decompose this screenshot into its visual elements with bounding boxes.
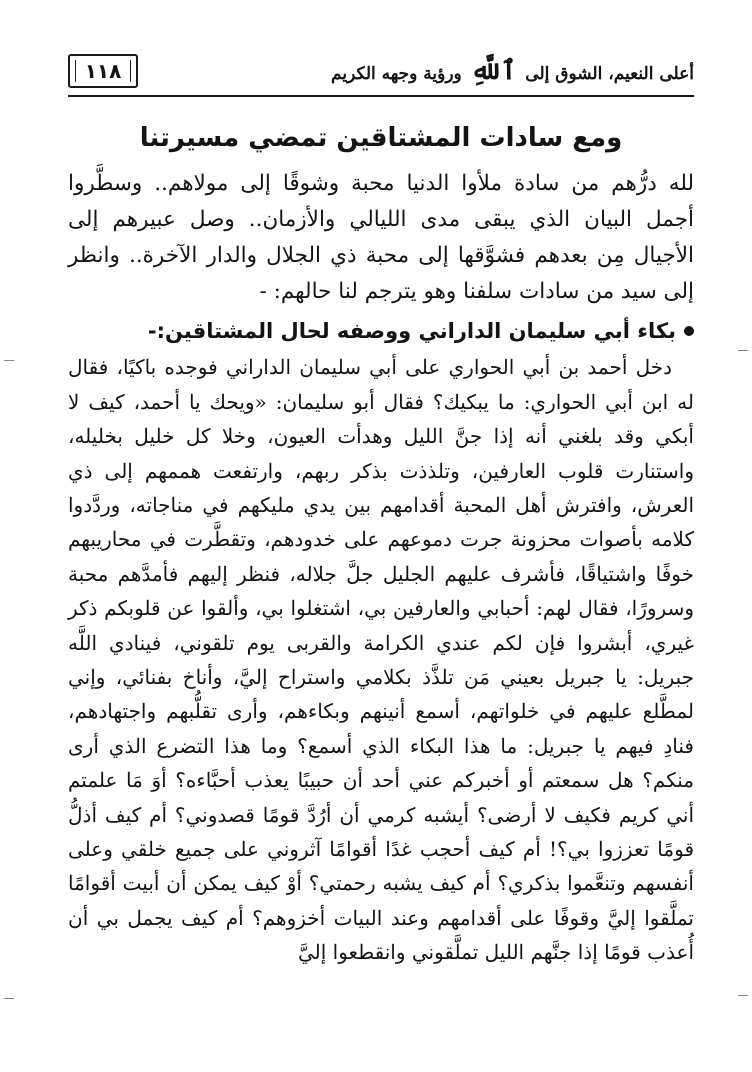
edge-mark-left [4, 360, 14, 361]
edge-mark-right-bottom [738, 995, 748, 996]
running-title-allah: ٱللَّهِ [470, 56, 517, 86]
edge-mark-left-bottom [4, 998, 14, 999]
running-title-end: ورؤية وجهه الكريم [331, 64, 462, 84]
subheading-text: بكاء أبي سليمان الداراني ووصفه لحال المشتاقين:- [147, 319, 676, 344]
story-paragraph: دخل أحمد بن أبي الحواري على أبي سليمان الداراني فوجده باكيًا، فقال له ابن أبي الحواري: ما يبكيك؟ فقال أبو سليمان: «ويحك يا أحمد، كيف لا أبكي وقد بلغني أنه إذا جنَّ الليل وهدأت العيون، وخلا كل خليل بخليله، واستنارت قلوب العارفين، وتلذذت بذكر ربهم، وارتفعت هممهم إلى ذي العرش، وافترش أهل المحبة أقدامهم بين يدي مليكهم في مناجاته، وردَّدوا كلامه بأصوات محزونة جرت دموعهم على خدودهم، وتقطَّرت في محاريبهم خوفًا واشتياقًا، فأشرف عليهم الجليل جلَّ جلاله، فنظر إليهم فأمدَّهم محبة وسرورًا، فقال لهم: أحبابي والعارفين بي، اشتغلوا بي، وألقوا عن قلوبكم ذكر غيري، أبشروا فإن لكم عندي الكرامة والقربى يوم تلقوني، فينادي اللَّه جبريل: يا جبريل بعيني مَن تلذَّذ بكلامي واستراح إليَّ، وأناخ بفنائي، وإني لمطَّلع عليهم في خلواتهم، أسمع أنينهم وبكاءهم، وأرى تقلُّبهم واجتهادهم، فنادِ فيهم يا جبريل: ما هذا البكاء الذي أسمع؟ وما هذا التضرع الذي أرى منكم؟ هل سمعتم أو أخبركم عني أحد أن حبيبًا يعذب أحبَّاءه؟ أوَ مَا علمتم أني كريم فكيف لا أرضى؟ أيشبه كرمي أن أرُدَّ قومًا قصدوني؟ أم كيف أذلُّ قومًا تعززوا بي؟! أم كيف أحجب غدًا أقوامًا آثروني على جميع خلقي وعلى أنفسهم وتنعَّموا بذكري؟ أم كيف يشبه رحمتي؟ أوْ كيف يمكن أن أبيت أقوامًا تملَّقوا إليَّ وقوفًا على أقدامهم وعند البيات أخزوهم؟ أم كيف يجمل بي أن أُعذب قومًا إذا جنَّهم الليل تملَّقوني وانقطعوا إليَّ [68, 355, 695, 965]
running-title-start: أعلى النعيم، الشوق إلى [525, 64, 694, 84]
subheading [68, 312, 694, 350]
page-number: ١١٨ [68, 54, 138, 88]
page-body [68, 112, 694, 970]
section-title: ومع سادات المشتاقين تمضي مسيرتنا [139, 123, 623, 153]
bullet-icon [684, 326, 694, 336]
header-divider [68, 95, 694, 97]
intro-paragraph: لله درُّهم من سادة ملأوا الدنيا محبة وشوقًا إلى مولاهم.. وسطَّروا أجمل البيان الذي يبقى مدى الليالي والأزمان.. وصل عبيرهم إلى الأجيال مِن بعدهم فشوَّقها إلى محبة ذي الجلال والدار الآخرة.. وانظر إلى سيد من سادات سلفنا وهو يترجم لنا حالهم: - [68, 171, 694, 305]
edge-mark-right [738, 350, 748, 351]
running-header [68, 44, 694, 92]
running-title [331, 56, 694, 86]
